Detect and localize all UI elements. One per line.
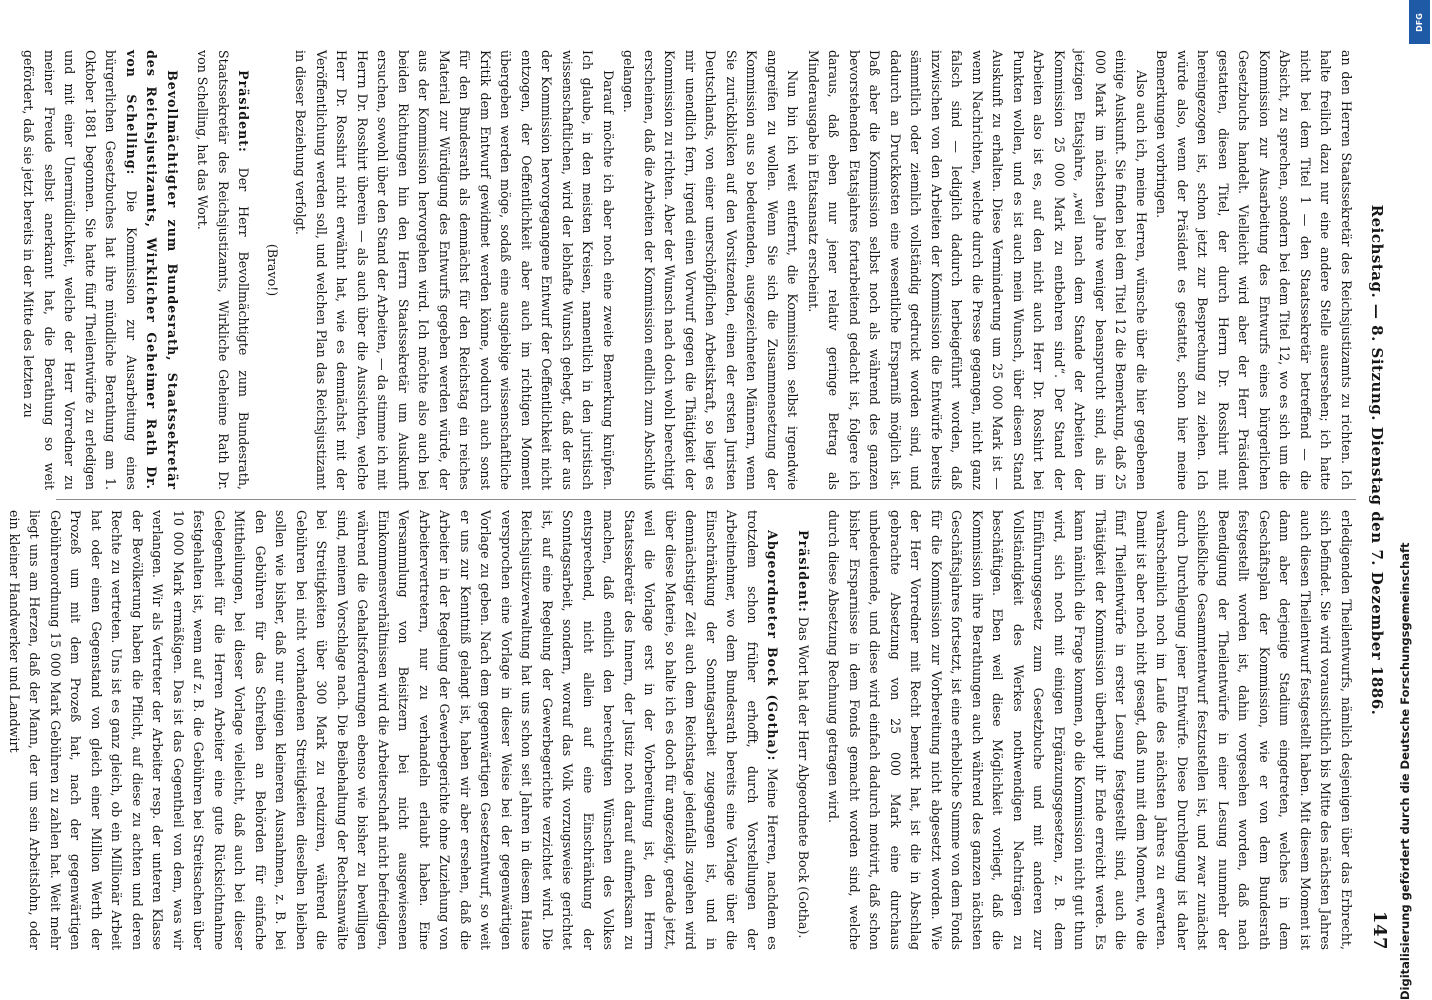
speaker-paragraph: [18, 50, 182, 490]
left-column: [21, 50, 1356, 490]
applause-note: (Bravo!): [265, 243, 280, 297]
speaker-paragraph: [793, 510, 814, 950]
speaker-label: Abgeordneter Bock (Gotha):: [765, 530, 781, 762]
speaker-paragraph: [192, 50, 254, 490]
column-divider: [56, 499, 1356, 500]
speaker-paragraph: [4, 510, 783, 950]
spacer: [182, 50, 192, 490]
dfg-logo-text: DFG: [1414, 12, 1424, 32]
speech-text: Die Kommission zur Ausarbeitung eines bürgerlichen Gesetzbuches hat ihre mündliche Berathung am 1. Oktober 1881 begonnen. Sie hatte fünf Theilentwürfe zu erledigen und mit einer Unermüdlichkeit, welche der Herr Vorredner zu meiner Freude selbst anerkannt hat, die Berathung so weit gefördert, daß sie jetzt bereits in der Mitte des letzten zu: [21, 50, 139, 490]
digitization-credit: Digitalisierung gefördert durch die Deutsche Forschungsgemeinschaft: [1398, 542, 1412, 1000]
paragraph: Darauf möchte ich aber noch eine zweite Bemerkung knüpfen. Ich glaube, in den meisten Kreisen, namentlich in den juristisch wissenschaftlichen, wird der lebhafte Wunsch gehegt, daß der aus der Kommission hervorgegangene Entwurf der Oeffentlichkeit nicht entzogen, der Oeffentlichkeit aber auch im richtigen Moment übergeben werden möge, sodaß eine ausgiebige wissenschaftliche Kritik dem Entwurf gewidmet werden könne, wodurch auch sonst für den Bundesrath als demnächst für den Reichstag ein reiches Material zur Würdigung des Entwurfs gegeben werden würde, der aus der Kommission hervorgehen wird. Ich möchte also auch bei beiden Richtungen hin den Herrn Staatssekretär um Auskunft ersuchen, sowohl über den Stand der Arbeiten, — da stimme ich mit Herrn Dr. Rosshirt überein — als auch über die Aussichten, welche Herr Dr. Rosshirt nicht erwähnt hat, wie es demnächst mit der Veröffentlichung werden soll, und welchen Plan das Reichsjustizamt in dieser Beziehung verfolgt.: [293, 50, 616, 490]
speaker-label: Bevollmächtigter zum Bundesrath, Staatssekretär des Reichsjustizamts, Wirklicher Geheimer Rath Dr. von Schelling:: [124, 50, 180, 490]
speech-text: Das Wort hat der Herr Abgeordnete Bock (Gotha).: [796, 616, 811, 939]
running-head: [1364, 50, 1390, 950]
speaker-label: Präsident:: [236, 70, 252, 153]
speaker-label: Präsident:: [796, 530, 811, 613]
right-column: [7, 510, 1356, 950]
speech-text: Meine Herren, nachdem es trotzdem schon früher erhofft, durch Vorstellungen der Arbeitnehmer, wo dem Bundesrath bereits eine Vorlage über die Einschränkung der Sonntagsarbeit zugegangen ist, und in demnächstiger Zeit auch dem Reichstage jedenfalls zugehen wird über diese Materie, so halte ich es doch für angezeigt, gerade jetzt, weil die Vorlage erst in der Vorbereitung ist, den Herrn Staatssekretär des Innern, der Justiz noch darauf aufmerksam zu machen, daß endlich den berechtigten Wünschen des Volkes entsprechend, nicht allein auf eine Einschränkung der Sonntagsarbeit, sondern, worauf das Volk vorzugsweise gerichtet ist, auf eine Regelung der Gewerbegerichte verzichtet wird. Die Reichsjustizverwaltung hat uns schon seit Jahren in diesem Hause versprochen eine Vorlage in dieser Weise bei der gegenwärtigen Vorlage zu geben. Nach dem gegenwärtigen Gesetzentwurf, so weit er uns zur Kenntniß gelangt ist, haben wir aber ersehen, daß die Arbeiter in der Regelung der Gewerbegerichte ohne Zuziehung von Arbeitervertretern, nur zu verhandeln erlaubt haben. Eine Versammlung von Beisitzern bei nicht ausgewiesenen Einkommensverhältnissen wird die Arbeiterschaft nicht befriedigen, während die Gehaltsforderungen ebenso wie bisher zu bewilligen sind, meinem Vorschlage nach. Die Beibehaltung der Rechtsanwälte bei Streitigkeiten über 300 Mark zu reduziren, während die Gebühren bei nicht vorhandenen Streitigkeiten dieselben bleiben sollen wie bisher, daß nur einigen kleineren Ausnahmen, z. B. bei den Gebühren für das Schreiben an Behörden für einfache Mittheilungen, bei dieser Vorlage vielleicht, daß auch bei dieser Gelegenheit für die Herren Arbeiter eine gute Rücksichtnahme festgehalten ist, wenn auf z. B. die Gebühren bei Streitsachen über 10 000 Mark ermäßigen. Das ist das Gegentheil von dem, was wir verlangen. Wir als Vertreter der Arbeiter resp. der unteren Klasse der Bevölkerung haben die Pflicht, auf diese zu achten und deren Rechte zu vertreten. Uns ist es ganz gleich, ob ein Millionär Arbeit hat oder einen Gegenstand von gleich einer Million Werth der Prozeß um mit dem Prozeß hat, nach der gegenwärtigen Gebührenordnung 15 000 Mark Gebühren zu zahlen hat. Weit mehr liegt uns am Herzen, daß der Mann, der um sein Arbeitslohn, oder ein kleiner Handwerker und Landwirt: [7, 510, 781, 950]
speech-text: Der Herr Bevollmächtigte zum Bundesrath, Staatssekretär des Reichsjustizamts, Wirkliche Geheime Rath Dr. von Schelling, hat das Wort.: [195, 50, 252, 490]
rotated-newspaper-page: [7, 50, 1390, 950]
page-number: 147: [1369, 910, 1390, 950]
spacer: [813, 510, 823, 950]
paragraph: erledigenden Theilentwurfs, nämlich desjenigen über das Erbrecht, sich befindet. Sie wird voraussichtlich bis Mitte des nächsten Jahres auch diesen Theilentwurf festgestellt haben. Mit diesem Moment ist dann aber derjenige Stadium eingetreten, welches in dem Geschäftsplan der Kommission, wie er von dem Bundesrath festgestellt worden ist, dahin vorgesehen worden, daß nach Beendigung der Theilentwürfe in einer Lesung nunmehr der schließliche Gesammtentwurf festzustellen ist, und zwar zunächst durch Durchlegung jener Entwürfe. Diese Durchlegung ist daher wahrscheinlich noch im Laufe des nächsten Jahres zu erwarten. Damit ist aber noch nicht gesagt, daß nun mit dem Moment, wo die fünf Theilentwürfe in erster Lesung festgestellt sind, auch die Thätigkeit der Kommission überhaupt ihr Ende erreicht werde. Es kann nämlich die Frage kommen, ob die Kommission nicht gut thun wird, sich noch mit einigen Ergänzungsgesetzen, z. B. dem Einführungsgesetz zum Gesetzbuche und mit anderen zur Vollständigkeit des Werkes nothwendigen Nachträgen zu beschäftigen. Eben weil diese Möglichkeit vorliegt, daß die Kommission ihre Berathungen auch während des ganzen nächsten Geschäftsjahres fortsetzt, ist eine erhebliche Summe von dem Fonds für die Kommission zur Vorbereitung nicht abgesetzt worden. Wie der Herr Vorredner mit Recht bemerkt hat, ist die in Abschlag gebrachte Absetzung von 25 000 Mark eine durchaus unbedeutende, und diese wird einfach dadurch motivirt, daß schon bisher Ersparnisse in dem Fonds gemacht worden sind, welche durch diese Absetzung Rechnung getragen wird.: [826, 510, 1354, 950]
running-head-title: Reichstag. — 8. Sitzung. Dienstag den 7. Dezember 1886.: [1368, 204, 1386, 716]
paragraph: Nun bin ich weit entfernt, die Kommission selbst irgendwie angreifen zu wollen. Wenn Sie sich die Zusammensetzung der Kommission aus so bedeutenden, ausgezeichneten Männern, wenn Sie zurückblicken auf den Vorsitzenden, einen der ersten Juristen Deutschlands, von einer unerschöpflichen Arbeitskraft, so liegt es mir unendlich fern, irgend einen Vorwurf gegen die Thätigkeit der Kommission zu richten. Aber der Wunsch nach doch wohl berechtigt erscheinen, daß die Arbeiten der Kommission endlich zum Abschluß gelangen.: [621, 50, 801, 490]
paragraph: an den Herren Staatssekretär des Reichsjustizamts zu richten. Ich halte freilich dazu nur eine andere Stelle ausersehen; ich hatte nicht bei dem Titel 1 — den Staatssekretär betreffend — die Absicht, zu sprechen, sondern bei dem Titel 12, wo es sich um die Kommission zur Ausarbeitung des Entwurfs eines bürgerlichen Gesetzbuchs handelt. Vielleicht wird aber der Herr Präsident gestatten, diesen Titel, der durch Herrn Dr. Rosshirt mit hereingezogen ist, schon jetzt zur Besprechung zu ziehen. Ich würde also, wenn der Präsident es gestattet, schon hier meine Bemerkungen vorbringen.: [1154, 50, 1354, 490]
dfg-logo: [1409, 0, 1430, 44]
paragraph: Also auch ich, meine Herren, wünsche über die hier gegebenen einige Auskunft. Sie finden bei dem Titel 12 die Bemerkung, daß 25 000 Mark im nächsten Jahre weniger beansprucht sind, als im jetzigen Etatsjahre, „weil nach dem Stande der Arbeiten der Kommission 25 000 Mark zu entbehren sind“. Der Stand der Arbeiten also ist es, auf den nicht auch Herr Dr. Rosshirt bei Punkten wollen, und es ist auch mein Wunsch, über diesen Stand Auskunft zu erhalten. Diese Verminderung um 25 000 Mark ist — wenn Nachrichten, welche durch die Presse gegangen, nicht ganz falsch sind — lediglich dadurch herbeigeführt worden, daß inzwischen von den Arbeiten der Kommission die Entwürfe bereits sämmtlich oder ziemlich vollständig gedruckt worden sind, und dadurch an Druckkosten eine wesentliche Ersparniß möglich ist. Daß aber die Kommission selbst noch als während des ganzen bevorstehenden Etatsjahres fortarbeitend gedacht ist, folgere ich daraus, daß eben nur jener relativ geringe Betrag als Minderausgabe in Etatsansatz erscheint.: [806, 50, 1149, 490]
spacer: [783, 510, 793, 950]
